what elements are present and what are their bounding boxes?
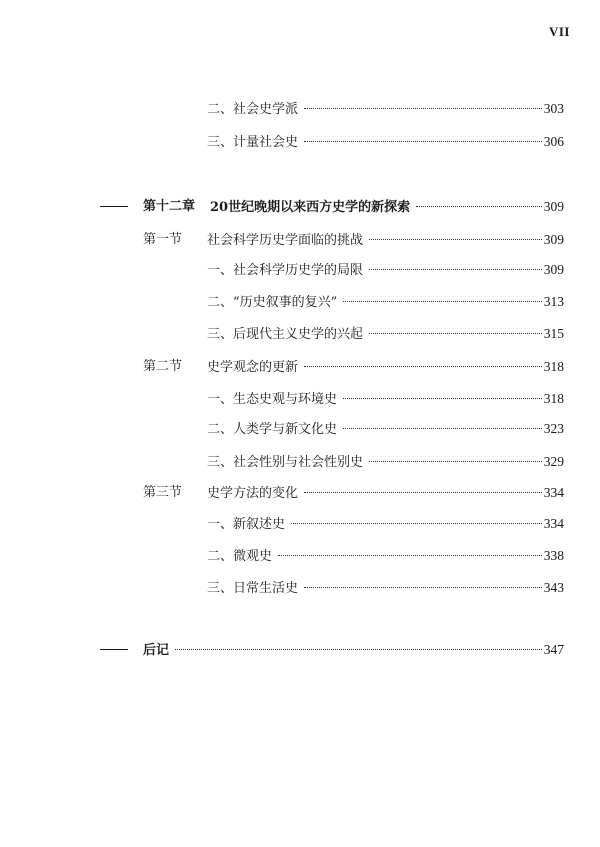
toc-entry-title: 三、社会性别与社会性别史 bbox=[207, 455, 364, 470]
toc-entry-title: 三、计量社会史 bbox=[207, 135, 299, 150]
toc-entry-title: 二、人类学与新文化史 bbox=[207, 422, 338, 437]
toc-page-number: 313 bbox=[543, 294, 564, 309]
toc-page-number: 329 bbox=[543, 454, 564, 469]
toc-page-number: 338 bbox=[543, 548, 564, 563]
dot-leader bbox=[369, 269, 542, 270]
dot-leader bbox=[175, 649, 542, 650]
toc-section-3[interactable] bbox=[0, 482, 600, 504]
dot-leader bbox=[304, 108, 542, 109]
dot-leader bbox=[291, 523, 542, 524]
toc-page-number: 323 bbox=[543, 421, 564, 436]
toc-entry-title: 二、“历史叙事的复兴” bbox=[207, 295, 338, 310]
toc-page-number: 303 bbox=[543, 101, 564, 116]
dot-leader bbox=[369, 239, 542, 240]
toc-entry-title: 二、微观史 bbox=[207, 549, 273, 564]
toc-page-number: 318 bbox=[543, 391, 564, 406]
dot-leader bbox=[343, 398, 542, 399]
section-label: 第三节 bbox=[143, 485, 183, 500]
toc-section-2[interactable] bbox=[0, 356, 600, 378]
section-title: 史学观念的更新 bbox=[207, 360, 299, 375]
toc-entry-new-narrative-history[interactable] bbox=[0, 513, 600, 535]
toc-page-number: 334 bbox=[543, 516, 564, 531]
toc-page-number: 334 bbox=[543, 485, 564, 500]
toc-entry-environmental-history[interactable] bbox=[0, 388, 600, 410]
toc-page-number: 343 bbox=[543, 580, 564, 595]
afterword-title: 后记 bbox=[143, 643, 170, 658]
dot-leader bbox=[343, 301, 541, 302]
chapter-title: 20世纪晚期以来西方史学的新探索 bbox=[210, 200, 411, 215]
toc-entry-new-cultural-history[interactable] bbox=[0, 418, 600, 440]
toc-page-number: 309 bbox=[543, 199, 564, 214]
toc-entry-title: 一、社会科学历史学的局限 bbox=[207, 263, 364, 278]
dot-leader bbox=[369, 461, 542, 462]
dot-leader bbox=[304, 587, 542, 588]
toc-page-number: 309 bbox=[543, 232, 564, 247]
dot-leader bbox=[304, 141, 542, 142]
toc-section-1[interactable] bbox=[0, 229, 600, 251]
section-title: 社会科学历史学面临的挑战 bbox=[207, 233, 364, 248]
toc-entry-postmodern[interactable] bbox=[0, 323, 600, 345]
section-label: 第二节 bbox=[143, 359, 183, 374]
section-title: 史学方法的变化 bbox=[207, 486, 299, 501]
toc-page-number: 318 bbox=[543, 359, 564, 374]
dot-leader bbox=[416, 206, 542, 207]
chapter-dash bbox=[100, 639, 128, 661]
toc-afterword[interactable] bbox=[0, 639, 600, 661]
page-number: VII bbox=[548, 24, 570, 39]
toc-entry-gender-history[interactable] bbox=[0, 451, 600, 473]
chapter-label: 第十二章 bbox=[143, 199, 196, 214]
dot-leader bbox=[369, 333, 542, 334]
dot-leader bbox=[304, 366, 542, 367]
toc-page-number: 306 bbox=[543, 134, 564, 149]
toc-entry-microhistory[interactable] bbox=[0, 545, 600, 567]
toc-page-number: 309 bbox=[543, 262, 564, 277]
toc-entry-narrative-revival[interactable] bbox=[0, 291, 600, 313]
toc-entry-everyday-life-history[interactable] bbox=[0, 577, 600, 599]
toc-entry-title: 一、生态史观与环境史 bbox=[207, 392, 338, 407]
toc-entry-title: 二、社会史学派 bbox=[207, 102, 299, 117]
toc-entry-limits[interactable] bbox=[0, 259, 600, 281]
toc-page-number: 347 bbox=[543, 642, 564, 657]
toc-entry-title: 三、后现代主义史学的兴起 bbox=[207, 327, 364, 342]
dot-leader bbox=[304, 492, 542, 493]
toc-page-number: 315 bbox=[543, 326, 564, 341]
toc-entry-title: 三、日常生活史 bbox=[207, 581, 299, 596]
toc-entry-quantitative-social-history[interactable] bbox=[0, 131, 600, 153]
section-label: 第一节 bbox=[143, 232, 183, 247]
chapter-dash bbox=[100, 196, 128, 218]
toc-chapter-12[interactable] bbox=[0, 196, 600, 218]
toc-entry-social-history-school[interactable] bbox=[0, 98, 600, 120]
dot-leader bbox=[343, 428, 542, 429]
toc-entry-title: 一、新叙述史 bbox=[207, 517, 286, 532]
dot-leader bbox=[278, 555, 542, 556]
